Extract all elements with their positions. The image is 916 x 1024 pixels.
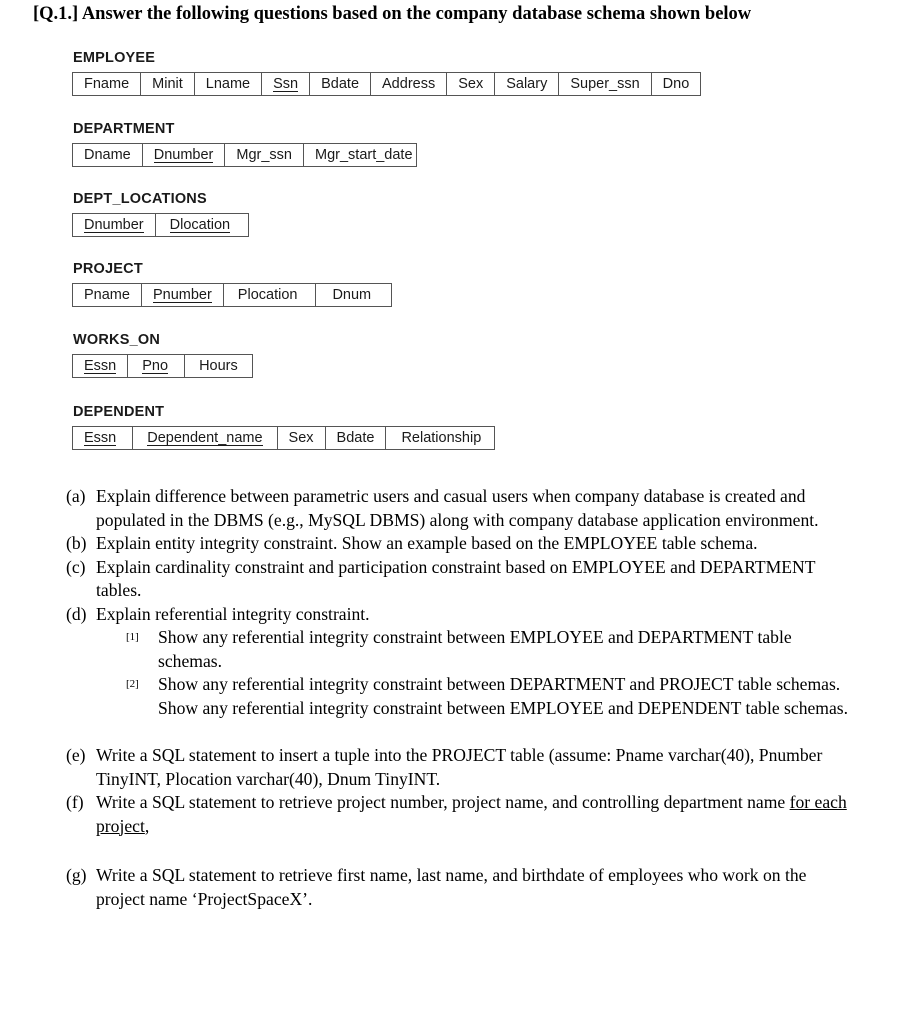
attr-bdate: Bdate	[325, 427, 386, 449]
sub-question-label: [2]	[126, 678, 139, 690]
question-text: Explain referential integrity constraint.	[96, 603, 370, 624]
schema-dependent	[72, 426, 495, 450]
attr-sex: Sex	[446, 73, 494, 95]
schema-works-on	[72, 354, 253, 378]
schema-employee	[72, 72, 701, 96]
question-label: (d)	[66, 603, 87, 624]
sub-question-2	[126, 673, 856, 697]
question-text: Explain cardinality constraint and participation constraint based on EMPLOYEE and DEPARTMENT tables.	[96, 556, 816, 600]
attr-salary: Salary	[494, 73, 558, 95]
attr-pno-key: Pno	[127, 355, 184, 377]
attr-ssn-key: Ssn	[261, 73, 309, 95]
question-label: (g)	[66, 865, 87, 885]
attr-plocation: Plocation	[223, 284, 316, 306]
attr-fname: Fname	[84, 76, 130, 92]
question-d	[66, 603, 856, 627]
question-a	[66, 485, 856, 532]
table-name-works-on: WORKS_ON	[73, 332, 160, 348]
sub-question-text: Show any referential integrity constraint between DEPARTMENT and PROJECT table schemas.	[158, 674, 841, 694]
table-name-employee: EMPLOYEE	[73, 50, 156, 66]
question-text: Write a SQL statement to retrieve first name, last name, and birthdate of employees who work on the project name ‘ProjectSpaceX’.	[96, 865, 807, 909]
attr-pname: Pname	[84, 287, 130, 303]
attr-dno: Dno	[651, 73, 701, 95]
question-label: (f)	[66, 792, 84, 812]
attr-mgr-ssn: Mgr_ssn	[224, 144, 303, 166]
question-label: (a)	[66, 486, 86, 506]
question-list	[66, 485, 856, 911]
attr-super-ssn: Super_ssn	[558, 73, 650, 95]
attr-minit: Minit	[140, 73, 194, 95]
question-text: Write a SQL statement to retrieve project number, project name, and controlling department name for each project,	[96, 792, 847, 836]
question-e	[66, 744, 856, 791]
attr-dname: Dname	[84, 147, 131, 163]
sub-question-1	[126, 626, 856, 673]
question-text: Explain difference between parametric users and casual users when company database is created and populated in the DBMS (e.g., MySQL DBMS) along with company database application environment.	[96, 486, 819, 530]
attr-address: Address	[370, 73, 446, 95]
attr-hours: Hours	[184, 355, 252, 377]
attr-pnumber-key: Pnumber	[141, 284, 223, 306]
attr-lname: Lname	[194, 73, 261, 95]
question-label: (e)	[66, 745, 86, 765]
attr-sex: Sex	[277, 427, 325, 449]
question-b	[66, 532, 856, 556]
attr-bdate: Bdate	[309, 73, 370, 95]
question-heading: [Q.1.] Answer the following questions based on the company database schema shown below	[33, 4, 752, 24]
question-label: (b)	[66, 533, 87, 553]
table-name-dependent: DEPENDENT	[73, 404, 165, 420]
schema-department	[72, 143, 417, 167]
attr-dnumber-key: Dnumber	[84, 216, 144, 233]
table-name-dept-locations: DEPT_LOCATIONS	[73, 191, 207, 207]
attr-mgr-start-date: Mgr_start_date	[303, 144, 416, 166]
question-f	[66, 791, 856, 838]
sub-question-3: Show any referential integrity constraint between EMPLOYEE and DEPENDENT table schemas.	[158, 697, 849, 718]
attr-dnumber-key: Dnumber	[142, 144, 225, 166]
underlined-phrase: for each project	[96, 792, 847, 836]
attr-dlocation-key: Dlocation	[155, 214, 248, 236]
attr-essn-key: Essn	[84, 429, 117, 446]
sub-question-text: Show any referential integrity constraint between EMPLOYEE and DEPARTMENT table schemas.	[158, 627, 792, 671]
question-text: Write a SQL statement to insert a tuple into the PROJECT table (assume: Pname varchar(40), Pnumber TinyINT, Plocation varchar(40), Dnum TinyINT.	[96, 745, 823, 789]
schema-project	[72, 283, 392, 307]
table-name-project: PROJECT	[73, 261, 143, 277]
attr-dependent-name-key: Dependent_name	[132, 427, 276, 449]
table-name-department: DEPARTMENT	[73, 121, 175, 137]
attr-essn-key: Essn	[84, 357, 117, 374]
question-g	[66, 864, 856, 911]
question-label: (c)	[66, 556, 86, 577]
attr-dnum: Dnum	[315, 284, 391, 306]
attr-relationship: Relationship	[385, 427, 494, 449]
question-text: Explain entity integrity constraint. Show an example based on the EMPLOYEE table schema.	[96, 533, 758, 553]
schema-dept-locations	[72, 213, 249, 237]
question-c	[66, 556, 856, 603]
sub-question-label: [1]	[126, 631, 139, 643]
